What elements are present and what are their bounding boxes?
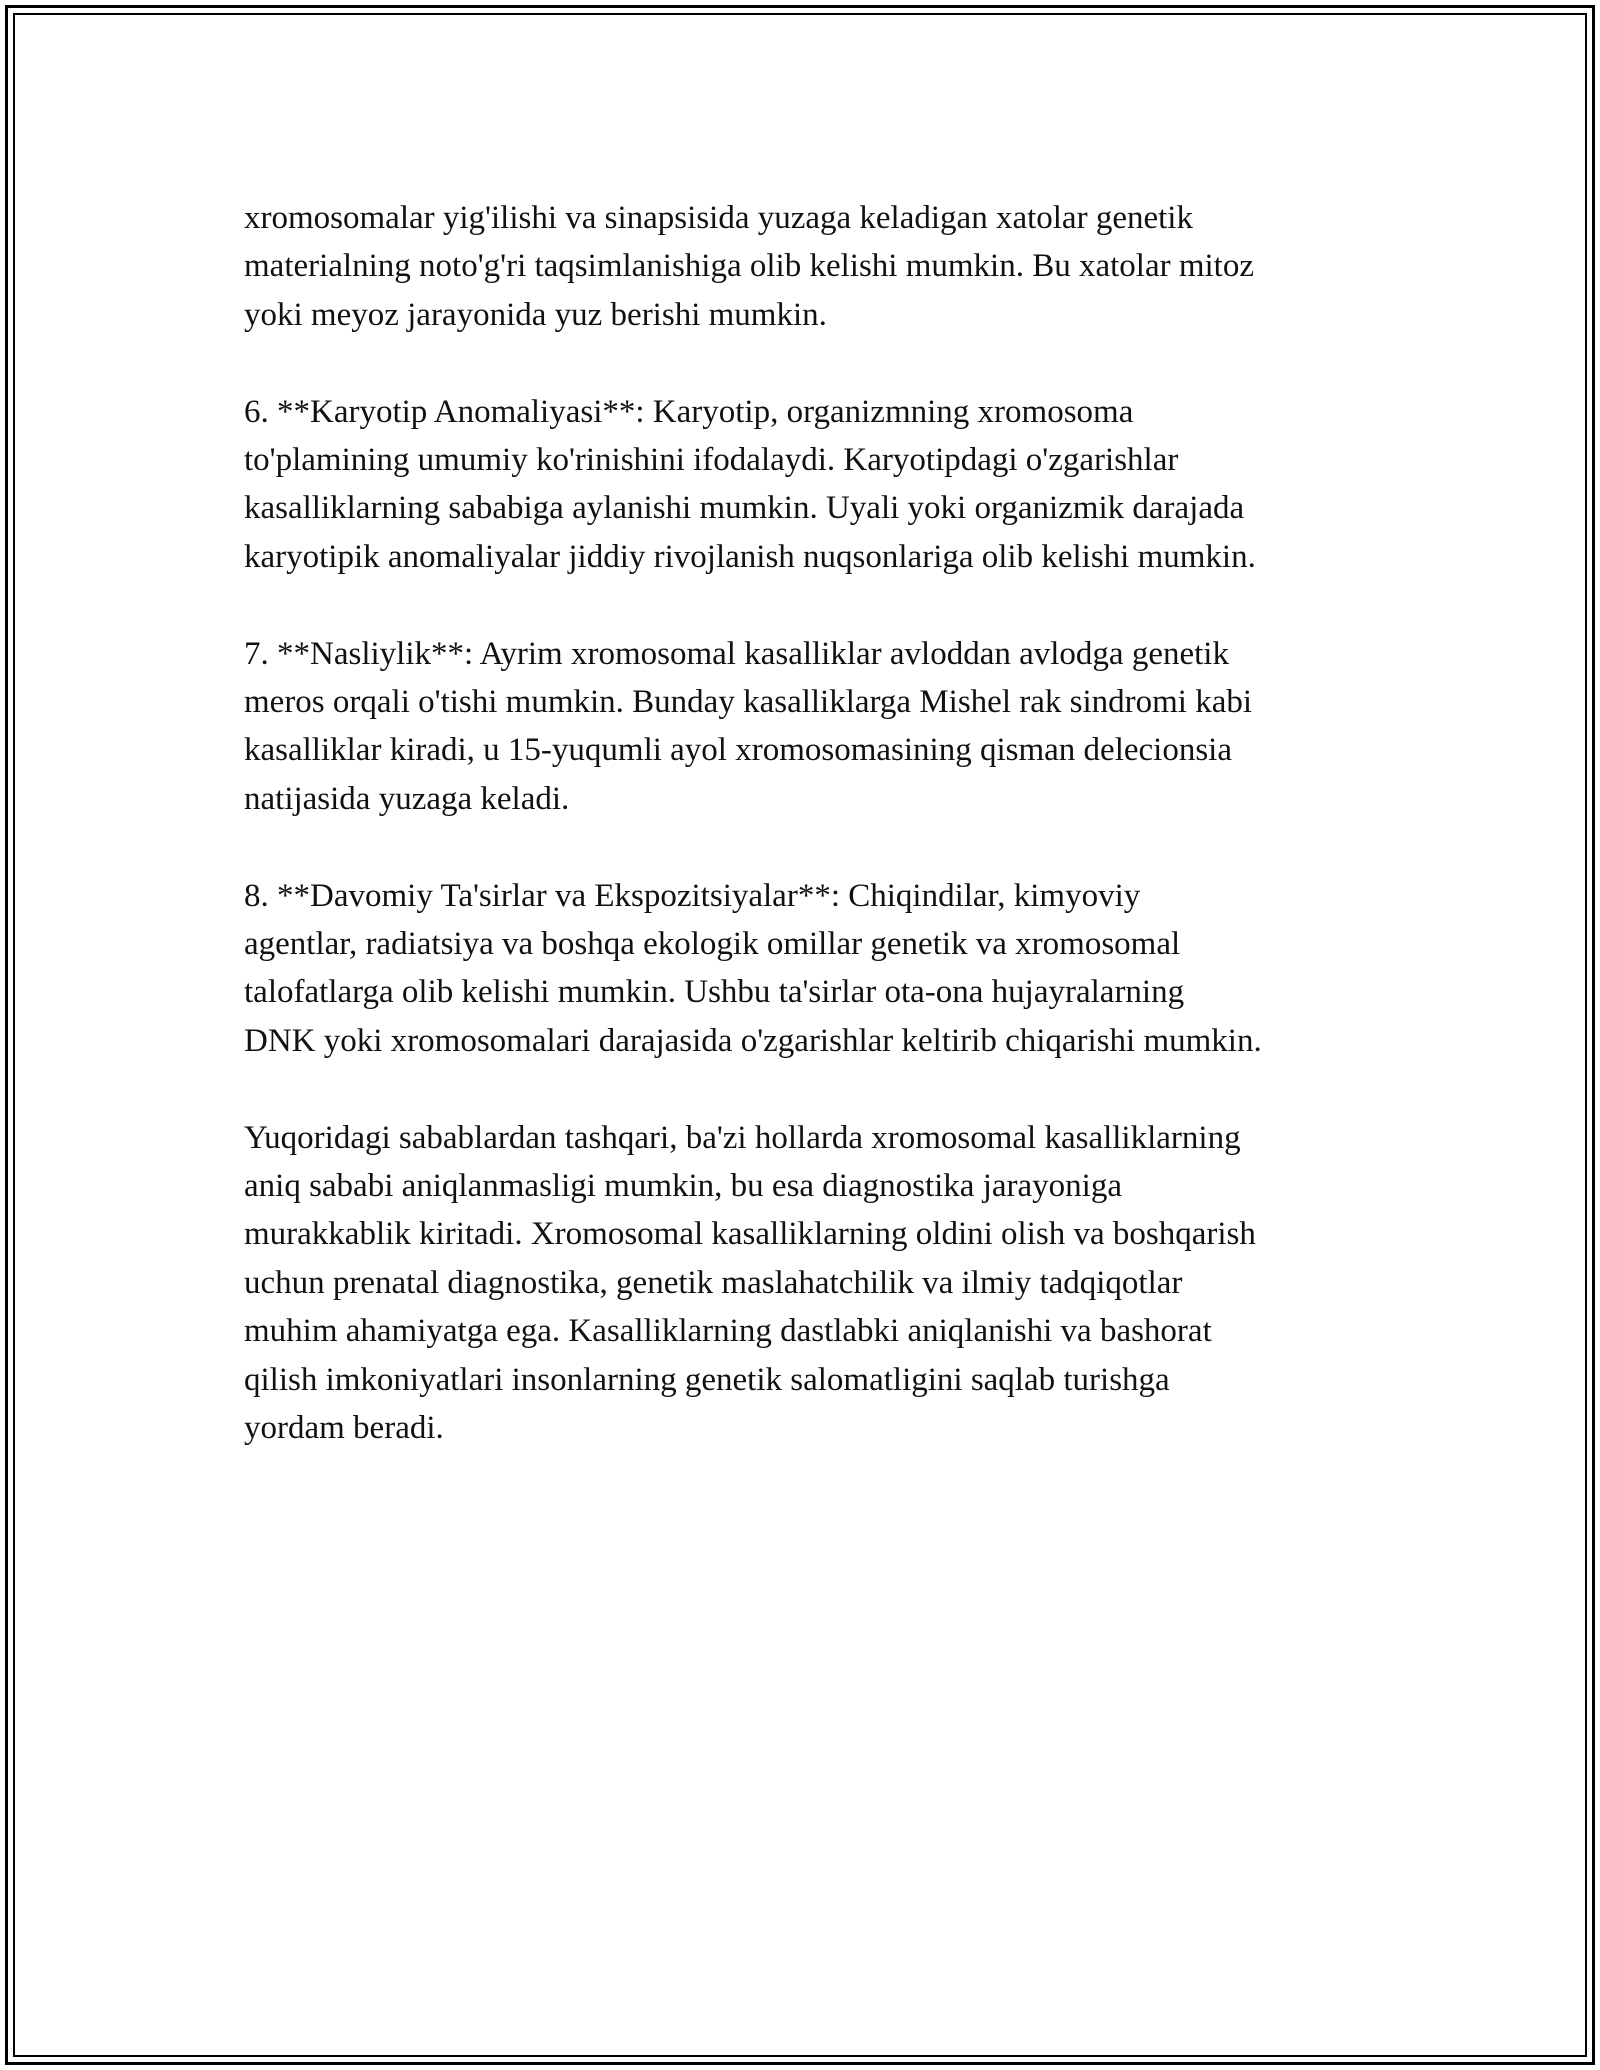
paragraph-chromosome-errors: xromosomalar yig'ilishi va sinapsisida yuzaga keladigan xatolar genetik materialning noto'g'ri taqsimlanishiga olib kelishi mumkin. Bu xatolar mitoz yoki meyoz jarayonida yuz berishi mumkin. — [244, 200, 1254, 333]
document-body — [244, 194, 1404, 1453]
paragraph-conclusion: Yuqoridagi sabablardan tashqari, ba'zi hollarda xromosomal kasalliklarning aniq sababi aniqlanmasligi mumkin, bu esa diagnostika jarayoniga murakkablik kiritadi. Xromosomal kasalliklarning oldini olish va boshqarish uchun prenatal diagnostika, genetik maslahatchilik va ilmiy tadqiqotlar muhim ahamiyatga ega. Kasalliklarning dastlabki aniqlanishi va bashorat qilish imkoniyatlari insonlarning genetik salomatligini saqlab turishga yordam beradi. — [244, 1119, 1256, 1447]
paragraph-karyotype-anomaly: 6. **Karyotip Anomaliyasi**: Karyotip, organizmning xromosoma to'plamining umumiy ko'rinishini ifodalaydi. Karyotipdagi o'zgarishlar kasalliklarning sababiga aylanishi mumkin. Uyali yoki organizmik darajada karyotipik anomaliyalar jiddiy rivojlanish nuqsonlariga olib kelishi mumkin. — [244, 393, 1256, 575]
page-frame — [5, 5, 1595, 2065]
paragraph-heredity: 7. **Nasliylik**: Ayrim xromosomal kasalliklar avloddan avlodga genetik meros orqali o'tishi mumkin. Bunday kasalliklarga Mishel rak sindromi kabi kasalliklar kiradi, u 15-yuqumli ayol xromosomasining qisman delecionsia natijasida yuzaga keladi. — [244, 635, 1253, 817]
paragraph-exposures: 8. **Davomiy Ta'sirlar va Ekspozitsiyalar**: Chiqindilar, kimyoviy agentlar, radiatsiya va boshqa ekologik omillar genetik va xromosomal talofatlarga olib kelishi mumkin. Ushbu ta'sirlar ota-ona hujayralarning DNK yoki xromosomalari darajasida o'zgarishlar keltirib chiqarishi mumkin. — [244, 877, 1262, 1059]
